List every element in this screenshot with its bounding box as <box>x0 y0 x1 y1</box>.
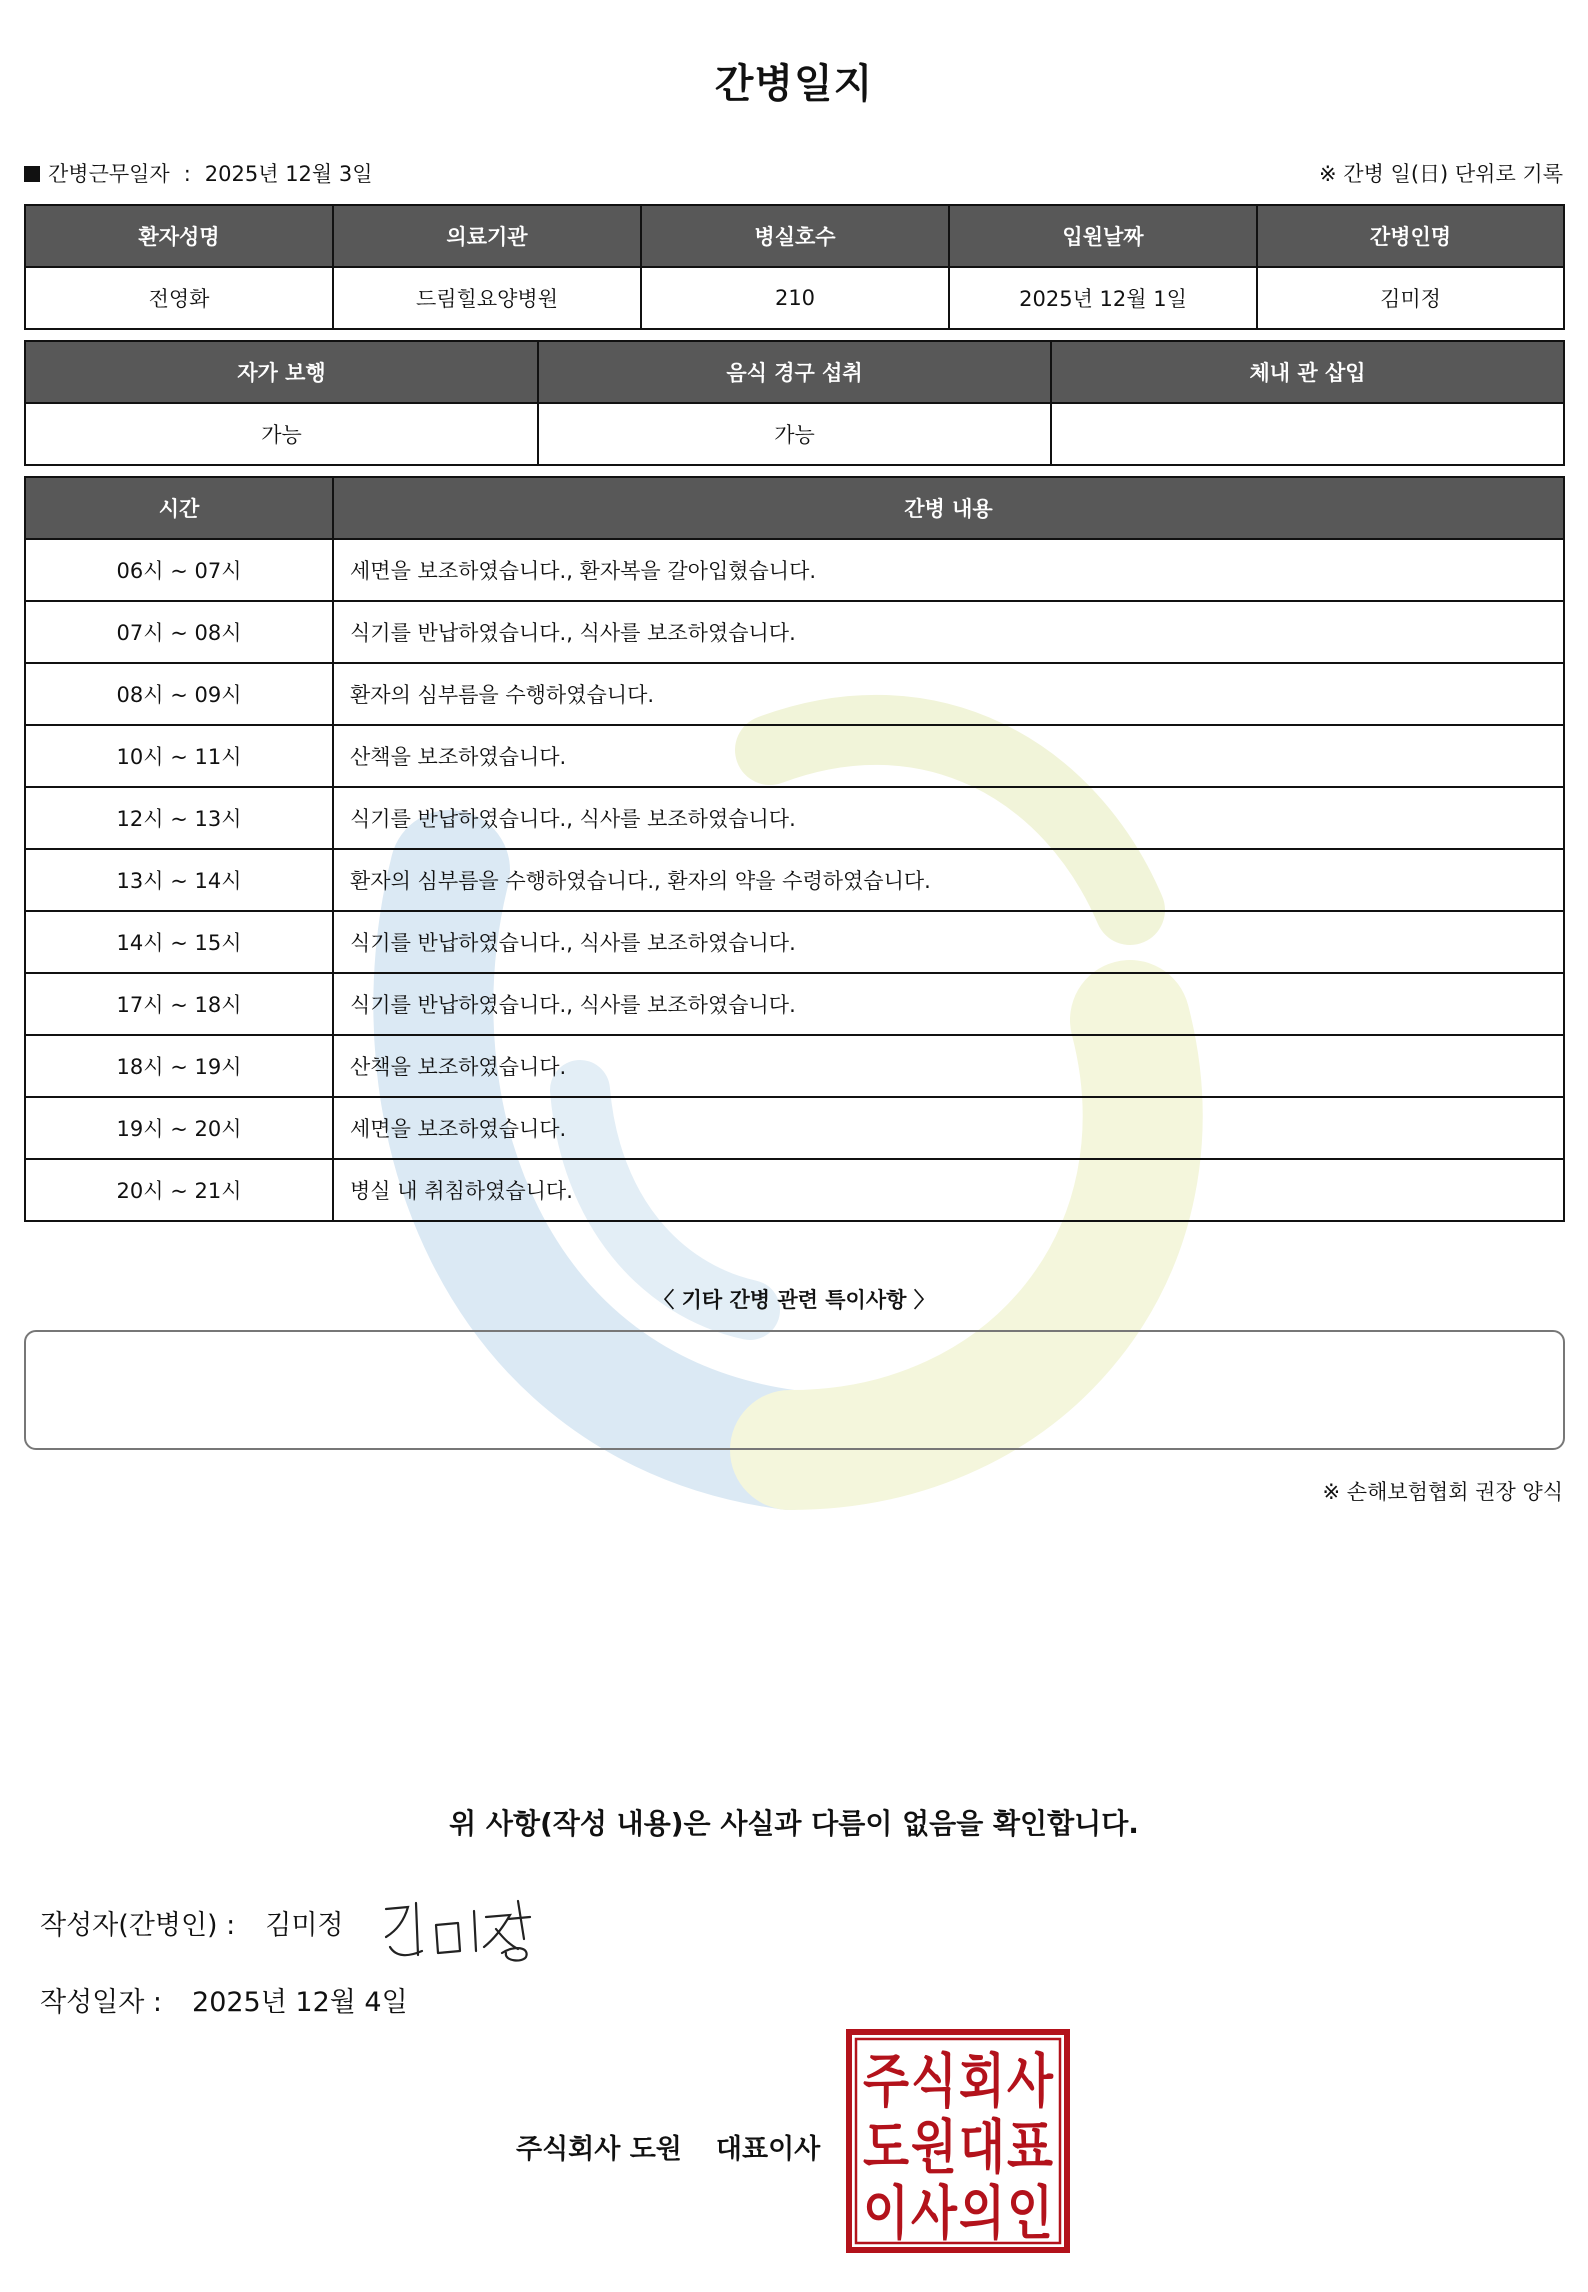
log-content: 식기를 반납하였습니다., 식사를 보조하였습니다. <box>333 911 1564 973</box>
table-row <box>25 911 1564 973</box>
patient-info-value-row <box>25 267 1564 329</box>
table-row <box>25 1097 1564 1159</box>
patient-name: 전영화 <box>25 267 333 329</box>
log-time: 12시 ~ 13시 <box>25 787 333 849</box>
company-seal-stamp <box>846 2029 1070 2253</box>
header-patient-name: 환자성명 <box>25 205 333 267</box>
patient-info-table <box>24 204 1565 330</box>
header-tube-insertion: 체내 관 삽입 <box>1051 341 1564 403</box>
header-caregiver-name: 간병인명 <box>1257 205 1564 267</box>
table-row <box>25 973 1564 1035</box>
log-time: 19시 ~ 20시 <box>25 1097 333 1159</box>
header-hospital: 의료기관 <box>333 205 641 267</box>
written-date-line <box>40 1980 408 2019</box>
patient-status-table <box>24 340 1565 466</box>
log-time: 10시 ~ 11시 <box>25 725 333 787</box>
log-content: 산책을 보조하였습니다. <box>333 1035 1564 1097</box>
hospital-name: 드림힐요양병원 <box>333 267 641 329</box>
caregiver-name: 김미정 <box>1257 267 1564 329</box>
header-room-number: 병실호수 <box>641 205 949 267</box>
company-name: 주식회사 도원 <box>516 2134 682 2165</box>
recommended-form-note: ※ 손해보험협회 권장 양식 <box>1322 1480 1563 1504</box>
header-time: 시간 <box>25 477 333 539</box>
table-row <box>25 849 1564 911</box>
special-notes-box <box>24 1330 1565 1450</box>
seal-glyph: 사 <box>1007 2047 1054 2115</box>
log-content: 병실 내 취침하였습니다. <box>333 1159 1564 1221</box>
oral-intake-value: 가능 <box>538 403 1051 465</box>
header-admission-date: 입원날짜 <box>949 205 1257 267</box>
log-time: 06시 ~ 07시 <box>25 539 333 601</box>
admission-date: 2025년 12월 1일 <box>949 267 1257 329</box>
special-notes-title: 〈 기타 간병 관련 특이사항 〉 <box>653 1288 935 1312</box>
patient-status-value-row <box>25 403 1564 465</box>
written-date-value: 2025년 12월 4일 <box>192 1987 408 2018</box>
log-content: 식기를 반납하였습니다., 식사를 보조하였습니다. <box>333 601 1564 663</box>
log-time: 07시 ~ 08시 <box>25 601 333 663</box>
header-care-content: 간병 내용 <box>333 477 1564 539</box>
patient-status-header-row <box>25 341 1564 403</box>
seal-glyph: 식 <box>911 2047 957 2115</box>
table-row <box>25 663 1564 725</box>
square-bullet-icon <box>24 166 40 182</box>
writer-name: 김미정 <box>265 1910 344 1941</box>
confirmation-statement: 위 사항(작성 내용)은 사실과 다름이 없음을 확인합니다. <box>449 1807 1139 1840</box>
tube-insertion-value <box>1051 403 1564 465</box>
seal-glyph: 사 <box>911 2179 958 2247</box>
log-content: 식기를 반납하였습니다., 식사를 보조하였습니다. <box>333 973 1564 1035</box>
work-date-label: 간병근무일자 <box>48 162 170 186</box>
seal-glyph: 대 <box>959 2113 1005 2181</box>
log-content: 세면을 보조하였습니다. <box>333 1097 1564 1159</box>
header-self-walking: 자가 보행 <box>25 341 538 403</box>
self-walking-value: 가능 <box>25 403 538 465</box>
seal-glyph: 원 <box>911 2113 957 2181</box>
work-date-value: 2025년 12월 3일 <box>204 162 373 186</box>
seal-glyph: 주 <box>863 2047 909 2115</box>
seal-glyph: 인 <box>1007 2179 1053 2247</box>
room-number: 210 <box>641 267 949 329</box>
writer-label: 작성자(간병인) : <box>40 1910 236 1941</box>
table-row <box>25 1035 1564 1097</box>
log-content: 환자의 심부름을 수행하였습니다. <box>333 663 1564 725</box>
log-content: 환자의 심부름을 수행하였습니다., 환자의 약을 수령하였습니다. <box>333 849 1564 911</box>
written-date-label: 작성일자 : <box>40 1987 163 2018</box>
log-time: 20시 ~ 21시 <box>25 1159 333 1221</box>
log-content: 세면을 보조하였습니다., 환자복을 갈아입혔습니다. <box>333 539 1564 601</box>
seal-glyph: 이 <box>863 2179 909 2247</box>
writer-line <box>40 1903 344 1942</box>
log-time: 14시 ~ 15시 <box>25 911 333 973</box>
table-row <box>25 787 1564 849</box>
unit-note: ※ 간병 일(日) 단위로 기록 <box>1319 162 1563 186</box>
log-time: 08시 ~ 09시 <box>25 663 333 725</box>
seal-glyph: 표 <box>1007 2113 1053 2181</box>
log-content: 식기를 반납하였습니다., 식사를 보조하였습니다. <box>333 787 1564 849</box>
handwritten-signature <box>378 1895 548 1965</box>
care-log-header-row <box>25 477 1564 539</box>
seal-glyph: 회 <box>959 2047 1005 2115</box>
seal-glyph: 의 <box>959 2179 1005 2247</box>
table-row <box>25 1159 1564 1221</box>
log-time: 13시 ~ 14시 <box>25 849 333 911</box>
patient-info-header-row <box>25 205 1564 267</box>
seal-glyph: 도 <box>863 2113 909 2181</box>
ceo-title: 대표이사 <box>715 2134 821 2165</box>
page-title: 간병일지 <box>714 61 874 107</box>
log-time: 17시 ~ 18시 <box>25 973 333 1035</box>
care-log-table <box>24 476 1565 1222</box>
work-date-line <box>24 158 373 188</box>
table-row <box>25 601 1564 663</box>
table-row <box>25 725 1564 787</box>
log-content: 산책을 보조하였습니다. <box>333 725 1564 787</box>
log-time: 18시 ~ 19시 <box>25 1035 333 1097</box>
table-row <box>25 539 1564 601</box>
work-date-colon: : <box>183 162 191 186</box>
header-oral-intake: 음식 경구 섭취 <box>538 341 1051 403</box>
company-line <box>516 2127 820 2166</box>
